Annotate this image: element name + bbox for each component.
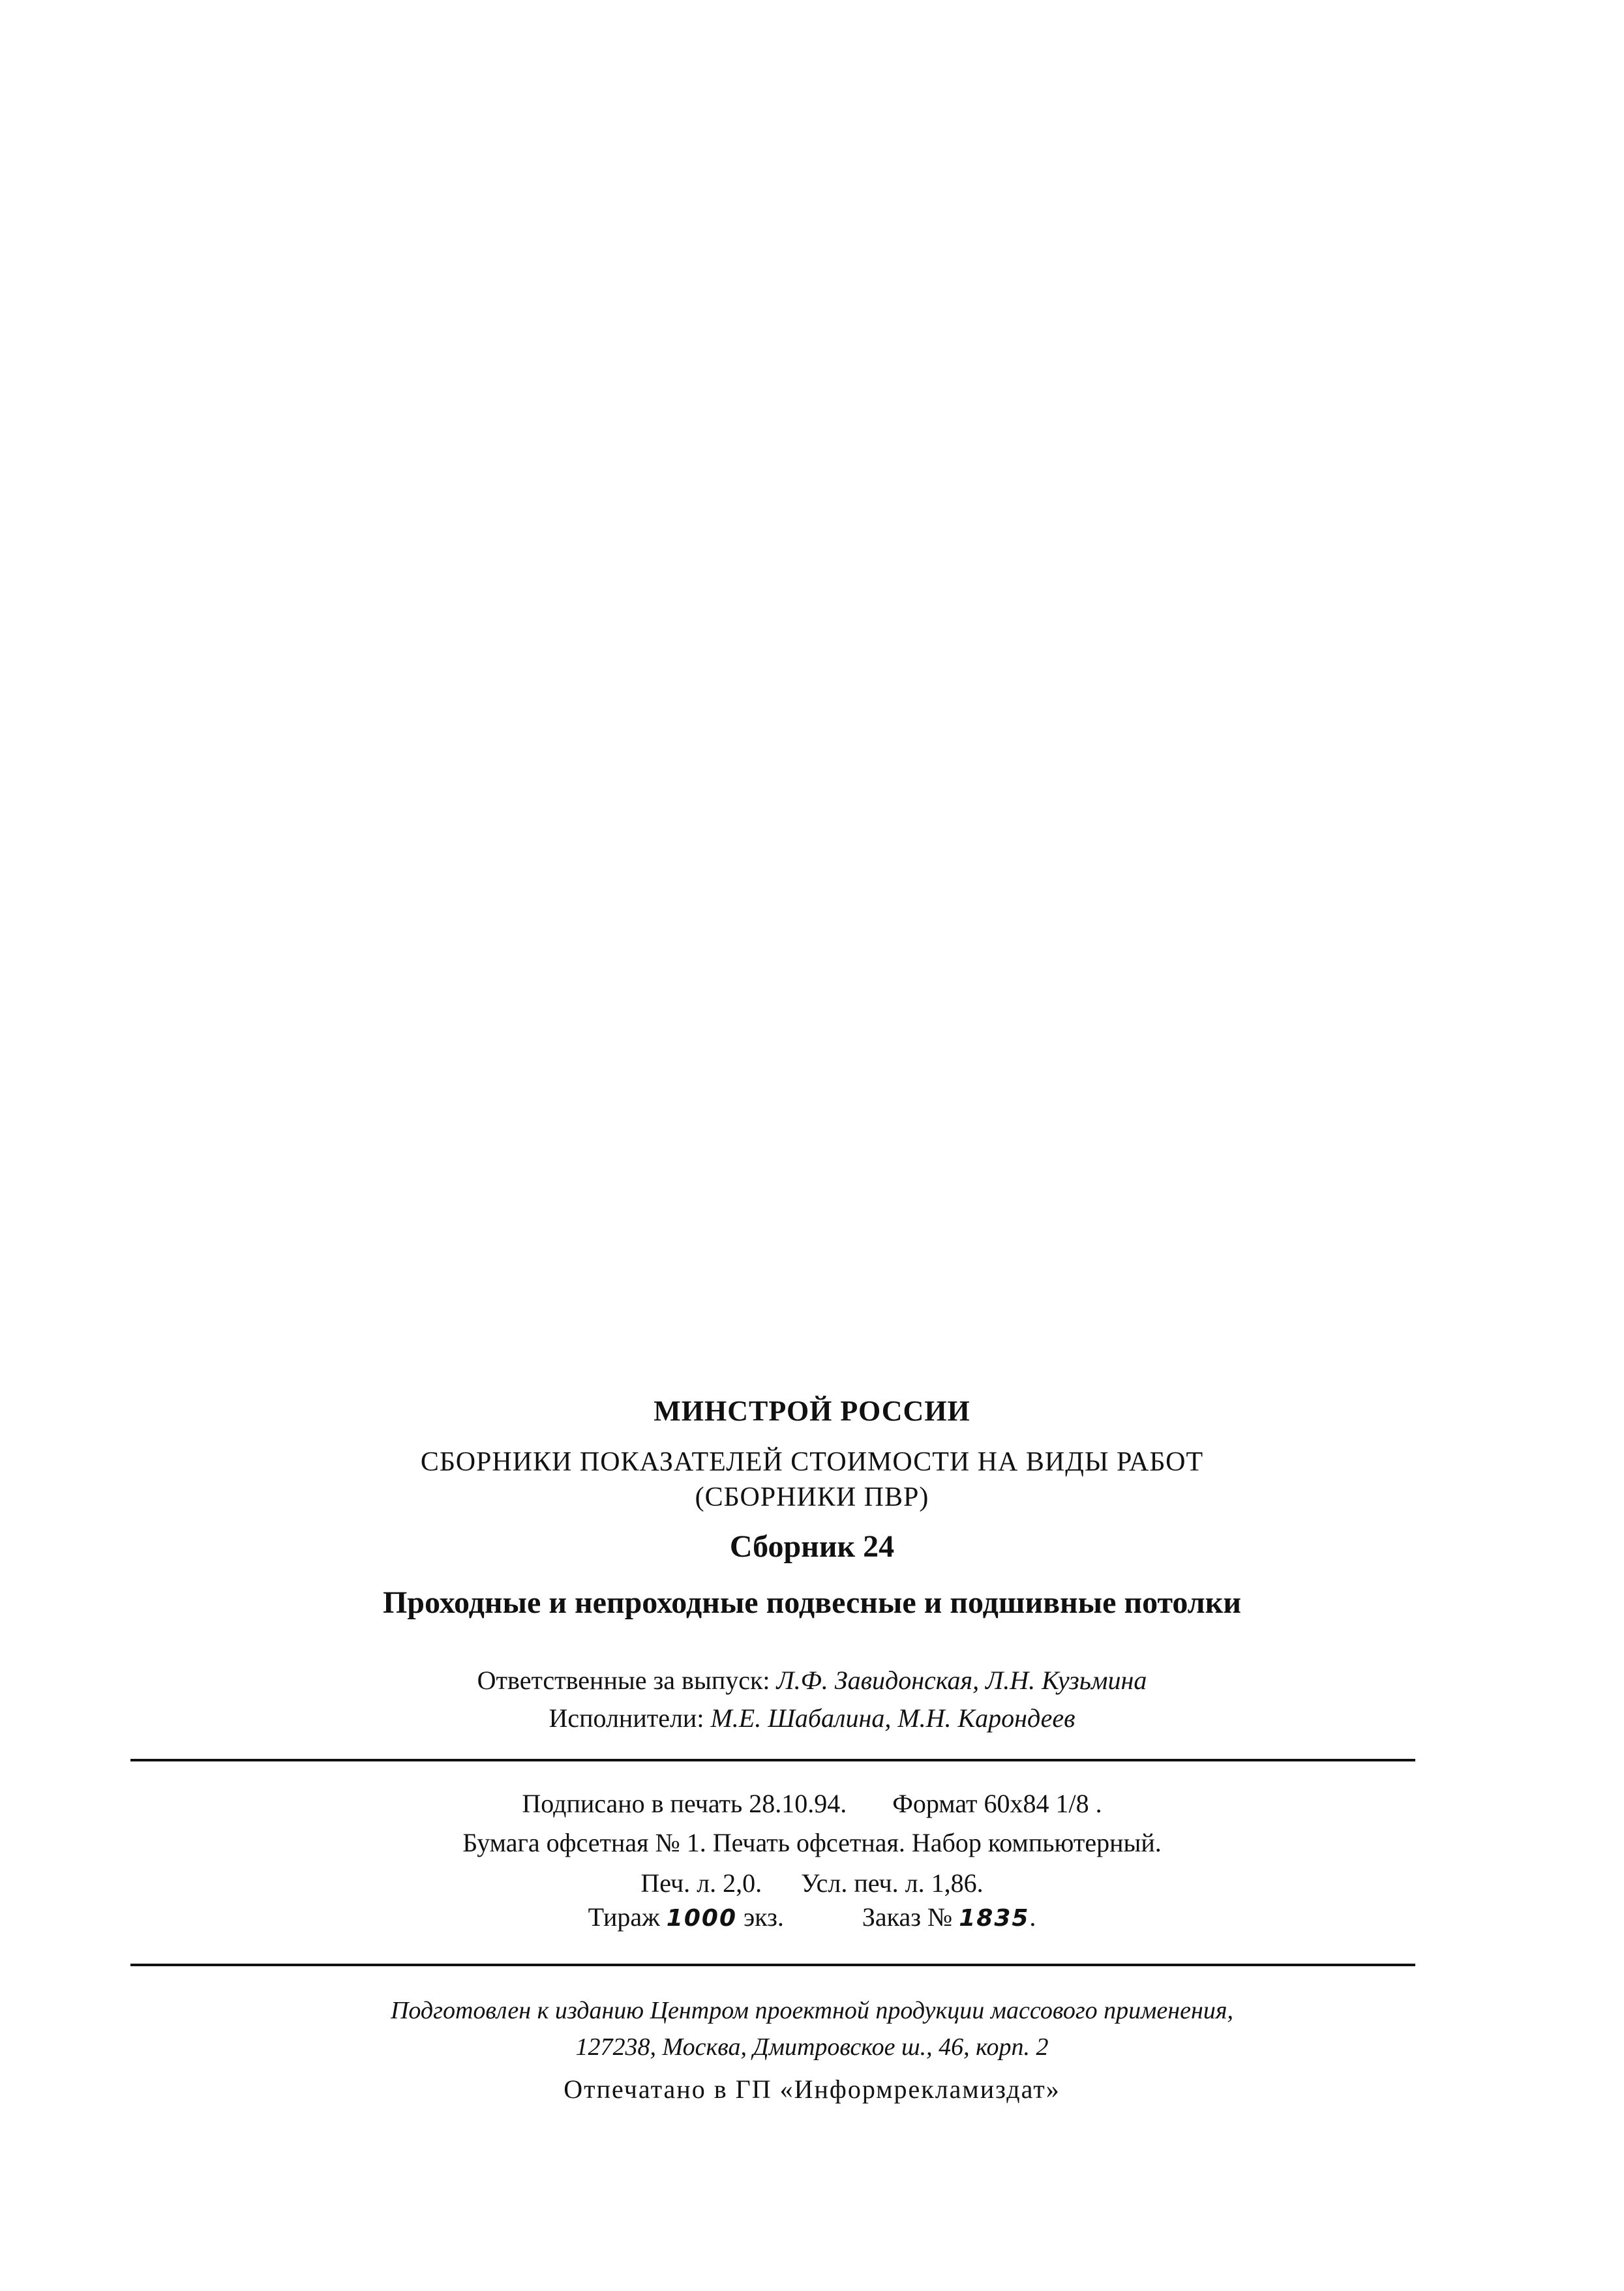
conditional-sheets: Усл. печ. л. 1,86. [801, 1868, 984, 1898]
executors-label: Исполнители: [549, 1703, 704, 1733]
printed-sheets: Печ. л. 2,0. [640, 1868, 762, 1898]
order-value: 1835 [959, 1905, 1030, 1932]
format-value: 60х84 1/8 . [984, 1789, 1102, 1818]
executors-line [0, 1703, 1624, 1733]
series-abbreviation: (СБОРНИКИ ПВР) [695, 1482, 929, 1512]
ministry-heading: МИНСТРОЙ РОССИИ [654, 1395, 970, 1427]
prepared-by: Подготовлен к изданию Центром проектной продукции массового применения, [390, 1997, 1234, 2024]
run-unit: экз. [744, 1902, 784, 1932]
series-title: СБОРНИКИ ПОКАЗАТЕЛЕЙ СТОИМОСТИ НА ВИДЫ РАБОТ [420, 1447, 1204, 1477]
printed-at: Отпечатано в ГП «Информрекламиздат» [564, 2074, 1060, 2104]
run-value: 1000 [666, 1905, 737, 1932]
order-label: Заказ № [862, 1902, 953, 1932]
divider-top [130, 1759, 1415, 1761]
signed-date: 28.10.94. [749, 1789, 847, 1818]
sheets-line [0, 1868, 1624, 1898]
volume-title: Сборник 24 [729, 1529, 895, 1564]
run-label: Тираж [588, 1902, 660, 1932]
subject-title: Проходные и непроходные подвесные и подшивные потолки [382, 1585, 1242, 1620]
executors-names: М.Е. Шабалина, М.Н. Карондеев [710, 1703, 1075, 1733]
paper-line: Бумага офсетная № 1. Печать офсетная. Набор компьютерный. [462, 1828, 1162, 1857]
order-end: . [1029, 1902, 1036, 1932]
divider-bottom [130, 1964, 1415, 1966]
run-order-line [0, 1902, 1624, 1932]
responsible-names: Л.Ф. Завидонская, Л.Н. Кузьмина [776, 1666, 1147, 1695]
responsible-label: Ответственные за выпуск: [477, 1666, 770, 1695]
format-label: Формат [892, 1789, 978, 1818]
signed-format-line [0, 1788, 1624, 1819]
publisher-address: 127238, Москва, Дмитровское ш., 46, корп. 2 [575, 2033, 1049, 2061]
signed-label: Подписано в печать [522, 1789, 743, 1818]
responsible-line [0, 1665, 1624, 1696]
